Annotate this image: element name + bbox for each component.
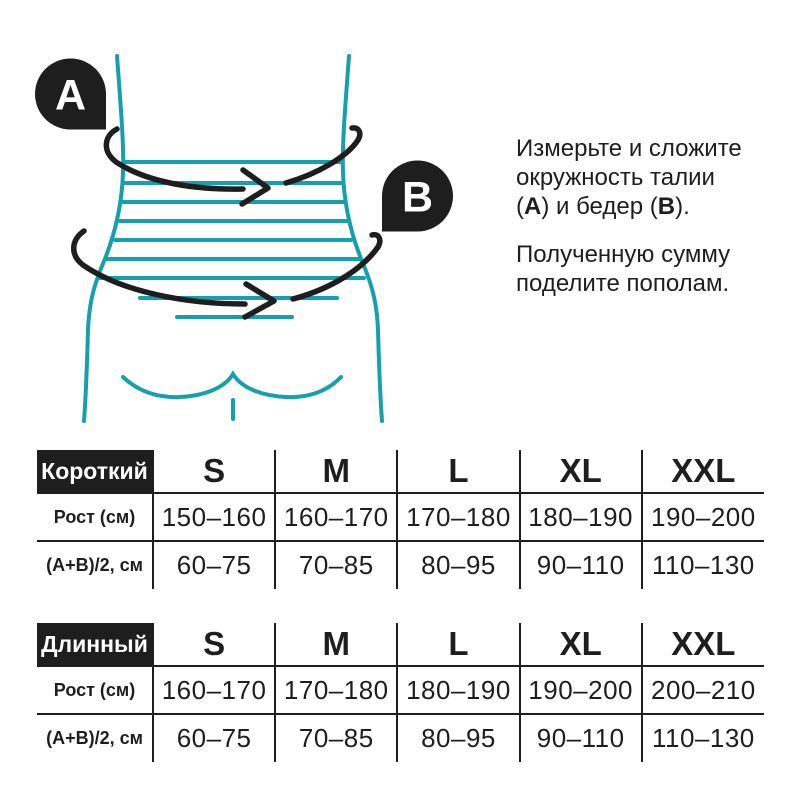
row-label: (А+В)/2, см <box>46 728 143 748</box>
waist-measure-arrowhead <box>242 170 268 204</box>
body-measurement-illustration <box>0 0 500 440</box>
table-row <box>37 714 764 762</box>
table-cell: 110–130 <box>642 541 764 589</box>
buttocks-curve <box>123 374 341 397</box>
size-column-header: S <box>153 450 275 493</box>
size-column-header: M <box>275 623 397 666</box>
table-cell: 90–110 <box>520 541 642 589</box>
hip-measure-arrowhead <box>245 284 274 317</box>
table-title-badge: Длинный <box>37 623 153 666</box>
table-cell: 160–170 <box>275 493 397 541</box>
table-cell: 80–95 <box>397 541 519 589</box>
table-cell: 70–85 <box>275 714 397 762</box>
table-cell: 190–200 <box>520 666 642 714</box>
table-cell: 200–210 <box>642 666 764 714</box>
size-column-header: XXL <box>642 450 764 493</box>
waist-measure-arrow-arc-right <box>286 128 360 183</box>
label-a-text: А <box>54 71 87 120</box>
table-row <box>37 541 764 589</box>
table-cell: 170–180 <box>275 666 397 714</box>
table-cell: 70–85 <box>275 541 397 589</box>
table-cell: 160–170 <box>153 666 275 714</box>
table-header-row <box>37 623 764 666</box>
bold-label-a: А <box>524 193 542 220</box>
text-fragment: ( <box>516 193 524 220</box>
instruction-line: Полученную сумму <box>516 241 731 268</box>
table-cell: 60–75 <box>153 714 275 762</box>
table-cell: 60–75 <box>153 541 275 589</box>
size-table-short <box>37 450 764 589</box>
instruction-line: окружность талии <box>516 164 715 191</box>
instruction-line: Измерьте и сложите <box>516 135 742 162</box>
table-title-badge: Короткий <box>37 450 153 493</box>
size-column-header: XL <box>520 623 642 666</box>
table-cell: 180–190 <box>520 493 642 541</box>
waist-measure-arrow-arc-left <box>106 129 243 189</box>
label-bubble-b <box>382 161 453 232</box>
instruction-paragraph-1 <box>516 134 782 221</box>
bold-label-b: В <box>657 193 676 220</box>
table-cell: 180–190 <box>397 666 519 714</box>
measurement-instructions <box>516 134 782 298</box>
size-column-header: M <box>275 450 397 493</box>
instruction-paragraph-2 <box>516 240 782 298</box>
label-b-text: В <box>401 173 434 222</box>
row-label: Рост (см) <box>37 666 153 714</box>
instruction-line: поделите пополам. <box>516 270 730 297</box>
size-column-header: L <box>397 450 519 493</box>
size-column-header: XXL <box>642 623 764 666</box>
table-cell: 170–180 <box>397 493 519 541</box>
hip-measure-arrow-arc-right <box>293 235 380 299</box>
instruction-line <box>516 192 782 221</box>
table-cell: 150–160 <box>153 493 275 541</box>
table-header-row <box>37 450 764 493</box>
text-fragment: ) и бедер ( <box>541 193 658 220</box>
label-bubble-a <box>35 59 106 130</box>
table-row <box>37 666 764 714</box>
size-column-header: XL <box>520 450 642 493</box>
text-fragment: ). <box>675 193 690 220</box>
table-cell: 110–130 <box>642 714 764 762</box>
size-table-long <box>37 623 764 762</box>
table-cell: 80–95 <box>397 714 519 762</box>
size-column-header: L <box>397 623 519 666</box>
table-cell: 90–110 <box>520 714 642 762</box>
table-cell: 190–200 <box>642 493 764 541</box>
row-label: Рост (см) <box>37 493 153 541</box>
size-column-header: S <box>153 623 275 666</box>
row-label: (А+В)/2, см <box>46 555 143 575</box>
table-row <box>37 493 764 541</box>
